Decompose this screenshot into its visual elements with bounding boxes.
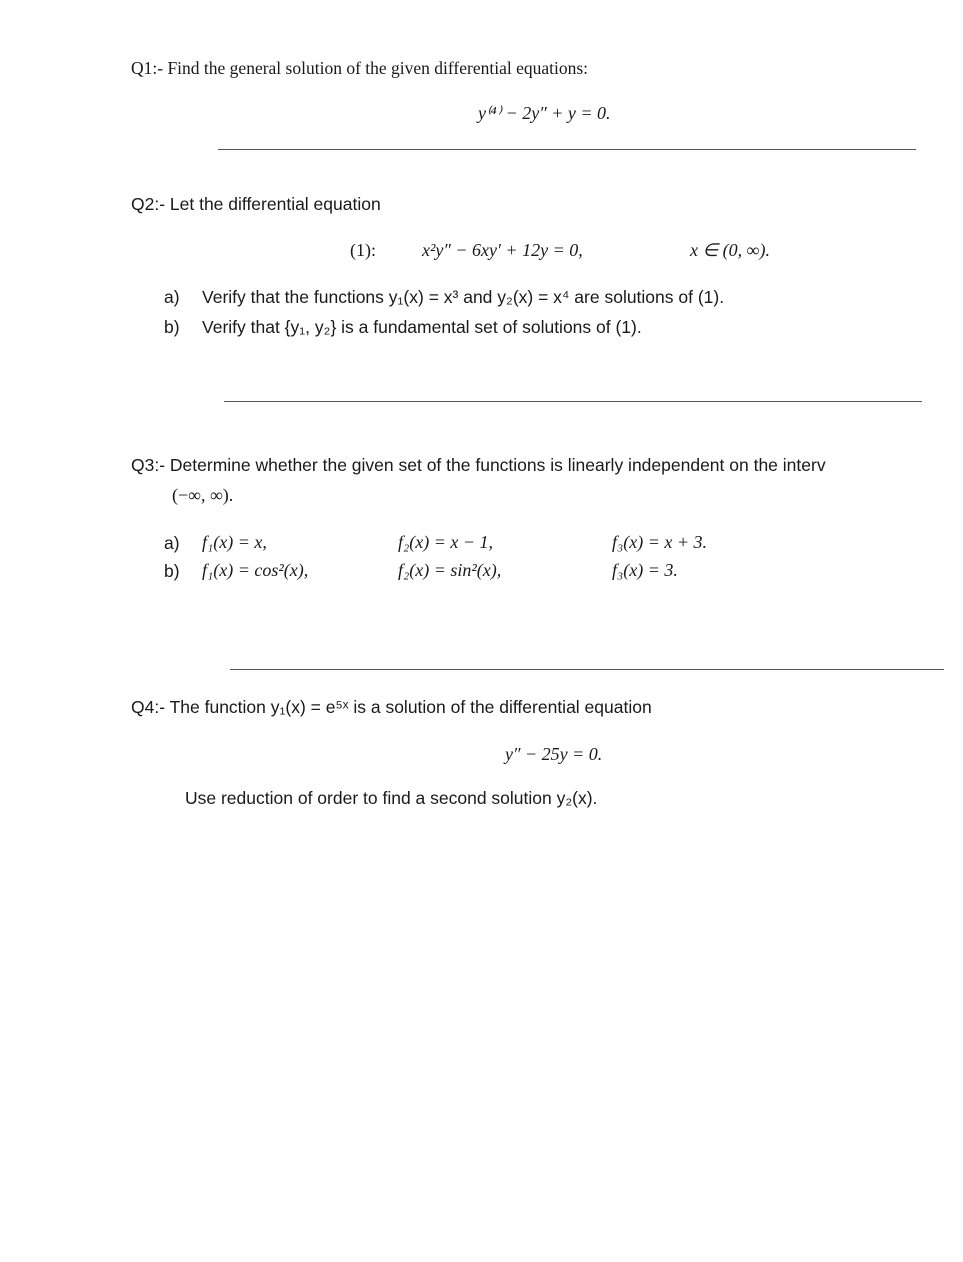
q3-row-a-f1: f₁(x) = x, [202, 532, 267, 552]
divider-3 [230, 669, 944, 670]
q3-interval: (−∞, ∞). [172, 485, 234, 505]
q3-row-a-marker: a) [164, 533, 180, 553]
divider-1 [218, 149, 916, 150]
q2-item-a-marker: a) [164, 287, 180, 307]
divider-2 [224, 401, 922, 402]
q3-row-a-f2: f₂(x) = x − 1, [398, 532, 494, 552]
q1-equation: y⁽⁴⁾ − 2y″ + y = 0. [478, 103, 611, 123]
q2-title: Q2:- Let the differential equation [131, 194, 381, 214]
q3-row-b-f3: f₃(x) = 3. [612, 560, 678, 580]
q2-equation-label: (1): [350, 240, 376, 260]
q4-equation: y″ − 25y = 0. [505, 744, 603, 764]
q3-row-b-f1: f₁(x) = cos²(x), [202, 560, 309, 580]
q3-row-b-f2: f₂(x) = sin²(x), [398, 560, 502, 580]
q3-title: Q3:- Determine whether the given set of the functions is linearly independent on the interv [131, 455, 826, 475]
q4-title: Q4:- The function y₁(x) = e⁵ˣ is a solution of the differential equation [131, 697, 652, 717]
q2-item-a-text: Verify that the functions y₁(x) = x³ and y₂(x) = x⁴ are solutions of (1). [202, 287, 725, 307]
q4-instruction: Use reduction of order to find a second solution y₂(x). [185, 788, 598, 808]
q2-item-b-marker: b) [164, 317, 180, 337]
q3-row-b-marker: b) [164, 561, 180, 581]
q2-equation: x²y″ − 6xy′ + 12y = 0, [422, 240, 583, 260]
q2-item-b-text: Verify that {y₁, y₂} is a fundamental set of solutions of (1). [202, 317, 642, 337]
q1-title: Q1:- Find the general solution of the given differential equations: [131, 58, 588, 78]
q2-domain: x ∈ (0, ∞). [690, 240, 770, 260]
q3-row-a-f3: f₃(x) = x + 3. [612, 532, 708, 552]
